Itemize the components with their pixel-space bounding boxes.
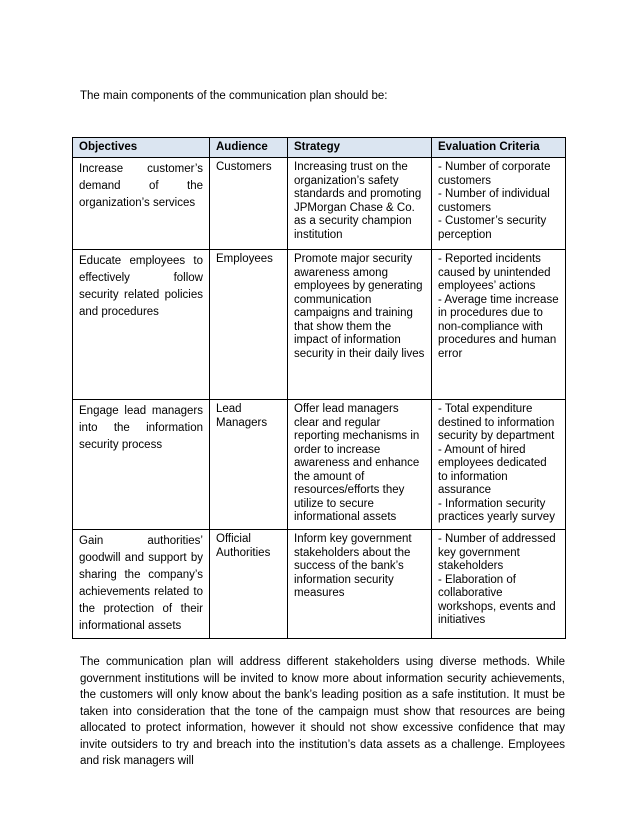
audience-cell: Official Authorities	[210, 530, 288, 639]
criteria-item: - Total expenditure destined to information security by department	[438, 403, 555, 442]
objective-cell: Educate employees to effectively follow security related policies and procedures	[73, 250, 210, 400]
communication-plan-table	[72, 137, 566, 639]
strategy-cell: Increasing trust on the organization’s safety standards and promoting JPMorgan Chase & Co. as a security champion institution	[288, 158, 432, 250]
intro-text: The main components of the communication plan should be:	[80, 90, 388, 102]
audience-cell: Employees	[210, 250, 288, 400]
table-row	[73, 400, 566, 530]
strategy-cell: Offer lead managers clear and regular reporting mechanisms in order to increase awareness and enhance the amount of resources/efforts they utilize to secure informational assets	[288, 400, 432, 530]
criteria-item: - Number of individual customers	[438, 188, 550, 214]
table-header-row	[73, 138, 566, 158]
table-row	[73, 158, 566, 250]
criteria-item: - Number of corporate customers	[438, 161, 551, 187]
criteria-cell	[432, 530, 566, 639]
objective-cell: Engage lead managers into the information security process	[73, 400, 210, 530]
criteria-cell	[432, 400, 566, 530]
body-paragraph: The communication plan will address different stakeholders using diverse methods. While government institutions will be invited to know more about information security achievements, the customers will only know about the bank’s leading position as a safe institution. It must be taken into consideration that the tone of the campaign must show that resources are being allocated to protect information, however it should not show excessive confidence that may invite outsiders to try and breach into the institution’s data assets as a challenge. Employees and risk managers will	[80, 656, 565, 767]
audience-cell: Customers	[210, 158, 288, 250]
criteria-item: - Average time increase in procedures due to non-compliance with procedures and human error	[438, 293, 559, 360]
criteria-item: - Customer’s security perception	[438, 215, 547, 241]
audience-cell: Lead Managers	[210, 400, 288, 530]
header-evaluation-criteria: Evaluation Criteria	[432, 138, 566, 158]
table-row	[73, 250, 566, 400]
header-objectives: Objectives	[73, 138, 210, 158]
criteria-item: - Amount of hired employees dedicated to information assurance	[438, 443, 547, 496]
table-row	[73, 530, 566, 639]
criteria-cell	[432, 250, 566, 400]
objective-cell: Gain authorities’ goodwill and support by sharing the company’s achievements related to the protection of their informational assets	[73, 530, 210, 639]
criteria-item: - Elaboration of collaborative workshops, events and initiatives	[438, 573, 556, 626]
strategy-cell: Inform key government stakeholders about the success of the bank’s information security measures	[288, 530, 432, 639]
header-audience: Audience	[210, 138, 288, 158]
criteria-item: - Reported incidents caused by unintended employees’ actions	[438, 253, 551, 292]
criteria-item: - Number of addressed key government stakeholders	[438, 533, 556, 572]
criteria-item: - Information security practices yearly survey	[438, 497, 555, 523]
strategy-cell: Promote major security awareness among employees by generating communication campaigns and training that show them the impact of information security in their daily lives	[288, 250, 432, 400]
header-strategy: Strategy	[288, 138, 432, 158]
objective-cell: Increase customer’s demand of the organization’s services	[73, 158, 210, 250]
criteria-cell	[432, 158, 566, 250]
